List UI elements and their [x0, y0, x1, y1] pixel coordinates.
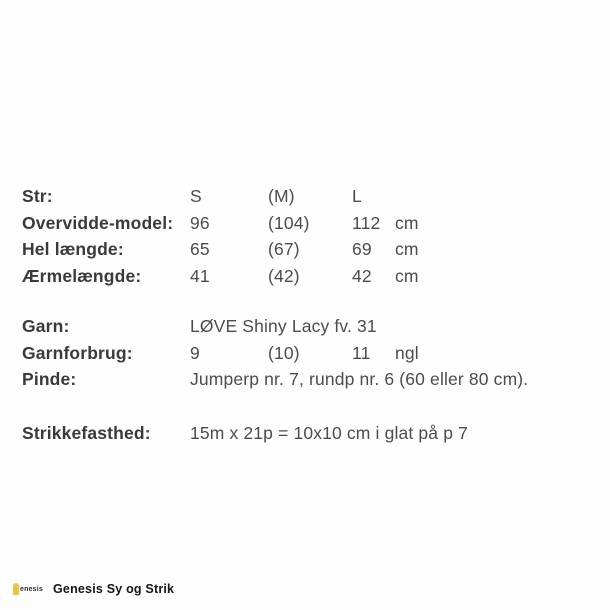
chest-width-unit: cm: [395, 212, 419, 233]
total-length-row: [22, 239, 592, 266]
total-length-l: 69: [352, 239, 372, 259]
footer: [13, 582, 174, 596]
total-length-m: (67): [268, 239, 300, 259]
yarn-usage-m: (10): [268, 342, 300, 363]
yarn-label: Garn:: [22, 316, 70, 336]
section-gap: [22, 292, 592, 316]
genesis-logo-icon: [13, 583, 19, 595]
sleeve-length-m: (42): [268, 265, 300, 286]
total-length-label: Hel længde:: [22, 239, 124, 259]
yarn-usage-s: 9: [190, 342, 200, 363]
size-col-l: L: [352, 186, 362, 206]
brand-name: Genesis Sy og Strik: [53, 582, 175, 596]
yarn-usage-label: Garnforbrug:: [22, 342, 133, 363]
yarn-usage-unit: ngl: [395, 342, 419, 363]
total-length-unit: cm: [395, 239, 419, 259]
yarn-row: [22, 316, 592, 343]
size-header-row: [22, 186, 592, 213]
gauge-row: [22, 423, 592, 450]
chest-width-s: 96: [190, 212, 210, 233]
gauge-label: Strikkefasthed:: [22, 422, 151, 443]
needles-value: Jumperp nr. 7, rundp nr. 6 (60 eller 80 cm).: [190, 369, 529, 389]
needles-label: Pinde:: [22, 369, 77, 389]
size-header-label: Str:: [22, 186, 53, 206]
sleeve-length-row: [22, 266, 592, 293]
genesis-logo: [13, 583, 43, 596]
size-col-m: (M): [268, 186, 295, 206]
chest-width-row: [22, 213, 592, 240]
yarn-value: LØVE Shiny Lacy fv. 31: [190, 316, 377, 336]
chest-width-l: 112: [352, 212, 381, 233]
chest-width-label: Overvidde-model:: [22, 212, 174, 233]
yarn-usage-row: [22, 343, 592, 370]
spec-table: [22, 186, 592, 449]
genesis-logo-word: enesis: [20, 585, 43, 593]
gauge-value: 15m x 21p = 10x10 cm i glat på p 7: [190, 422, 468, 443]
yarn-usage-l: 11: [352, 342, 371, 363]
size-col-s: S: [190, 186, 202, 206]
needles-row: [22, 369, 592, 396]
sleeve-length-unit: cm: [395, 265, 419, 286]
section-gap: [22, 396, 592, 423]
sleeve-length-s: 41: [190, 265, 210, 286]
sleeve-length-l: 42: [352, 265, 372, 286]
chest-width-m: (104): [268, 212, 310, 233]
sleeve-length-label: Ærmelængde:: [22, 265, 142, 286]
total-length-s: 65: [190, 239, 210, 259]
